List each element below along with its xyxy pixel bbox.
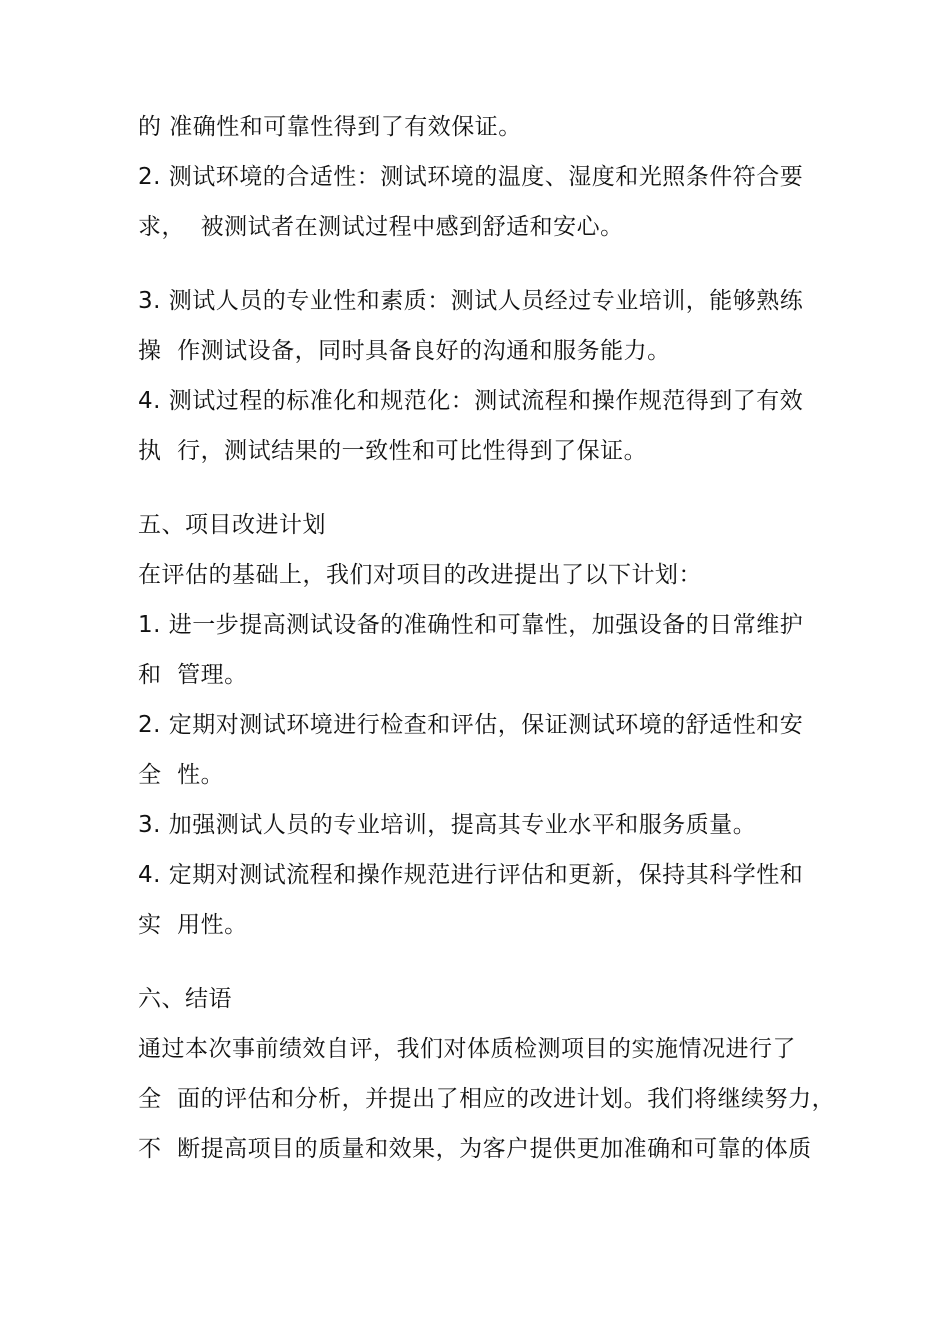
- section-heading: 六、结语: [138, 986, 232, 1012]
- text-line: 4. 定期对测试流程和操作规范进行评估和更新，保持其科学性和: [138, 862, 804, 888]
- text-line: 2. 定期对测试环境进行检查和评估，保证测试环境的舒适性和安: [138, 712, 804, 738]
- section-heading: 五、项目改进计划: [138, 512, 326, 538]
- text-line: 2. 测试环境的合适性：测试环境的温度、湿度和光照条件符合要: [138, 164, 804, 190]
- text-line: 执 行，测试结果的一致性和可比性得到了保证。: [138, 438, 648, 464]
- text-line: 操 作测试设备，同时具备良好的沟通和服务能力。: [138, 338, 671, 364]
- text-line: 在评估的基础上，我们对项目的改进提出了以下计划：: [138, 562, 702, 588]
- text-line: 1. 进一步提高测试设备的准确性和可靠性，加强设备的日常维护: [138, 612, 804, 638]
- text-line: 不 断提高项目的质量和效果，为客户提供更加准确和可靠的体质: [138, 1136, 812, 1162]
- text-line: 实 用性。: [138, 912, 248, 938]
- text-line: 和 管理。: [138, 662, 248, 688]
- text-line: 的 准确性和可靠性得到了有效保证。: [138, 114, 522, 140]
- text-line: 3. 测试人员的专业性和素质：测试人员经过专业培训，能够熟练: [138, 288, 804, 314]
- text-line: 3. 加强测试人员的专业培训，提高其专业水平和服务质量。: [138, 812, 757, 838]
- text-line: 全 性。: [138, 762, 225, 788]
- text-line: 4. 测试过程的标准化和规范化：测试流程和操作规范得到了有效: [138, 388, 804, 414]
- text-line: 全 面的评估和分析，并提出了相应的改进计划。我们将继续努力，: [138, 1086, 836, 1112]
- text-line: 求， 被测试者在测试过程中感到舒适和安心。: [138, 214, 624, 240]
- text-line: 通过本次事前绩效自评，我们对体质检测项目的实施情况进行了: [138, 1036, 796, 1062]
